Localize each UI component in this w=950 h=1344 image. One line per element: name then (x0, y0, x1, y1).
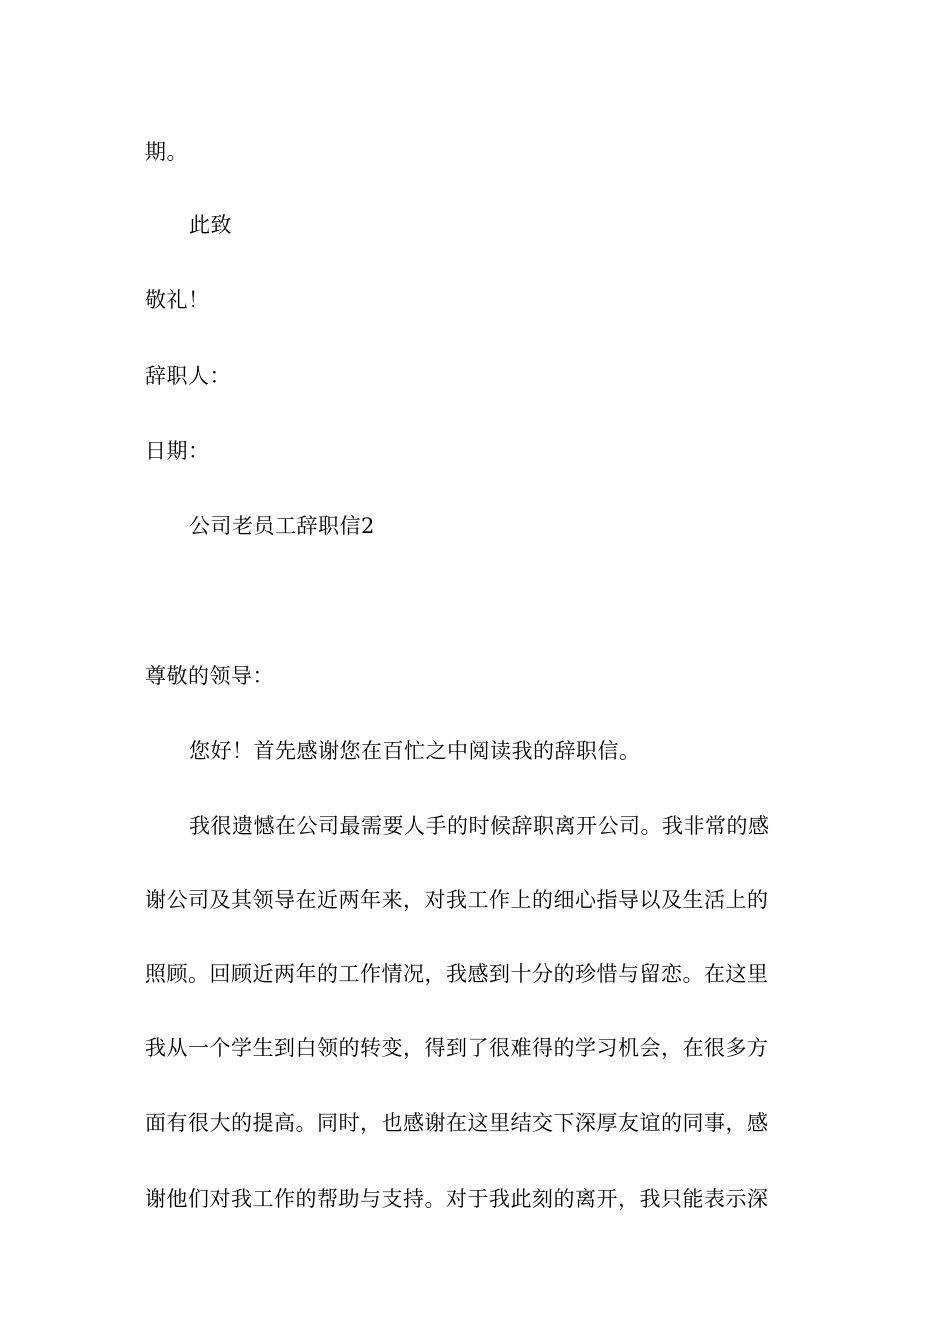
opening-paragraph: 您好！首先感谢您在百忙之中阅读我的辞职信。 (189, 739, 641, 763)
closing-salutation: 此致 (189, 213, 232, 237)
body-paragraph-line: 谢公司及其领导在近两年来，对我工作上的细心指导以及生活上的 (145, 888, 769, 912)
date-label: 日期： (145, 439, 210, 463)
greeting: 尊敬的领导： (145, 664, 274, 688)
text-line-continuation: 期。 (145, 140, 188, 164)
closing-regards: 敬礼！ (145, 288, 210, 312)
body-paragraph-line: 我从一个学生到白领的转变，得到了很难得的学习机会，在很多方 (145, 1036, 769, 1060)
body-paragraph-line: 谢他们对我工作的帮助与支持。对于我此刻的离开，我只能表示深 (145, 1187, 769, 1211)
body-paragraph-line: 面有很大的提高。同时，也感谢在这里结交下深厚友谊的同事，感 (145, 1111, 769, 1135)
body-paragraph-line: 我很遗憾在公司最需要人手的时候辞职离开公司。我非常的感 (189, 814, 770, 838)
body-paragraph-line: 照顾。回顾近两年的工作情况，我感到十分的珍惜与留恋。在这里 (145, 962, 769, 986)
signer-label: 辞职人： (145, 364, 231, 388)
letter-title: 公司老员工辞职信2 (189, 514, 375, 538)
